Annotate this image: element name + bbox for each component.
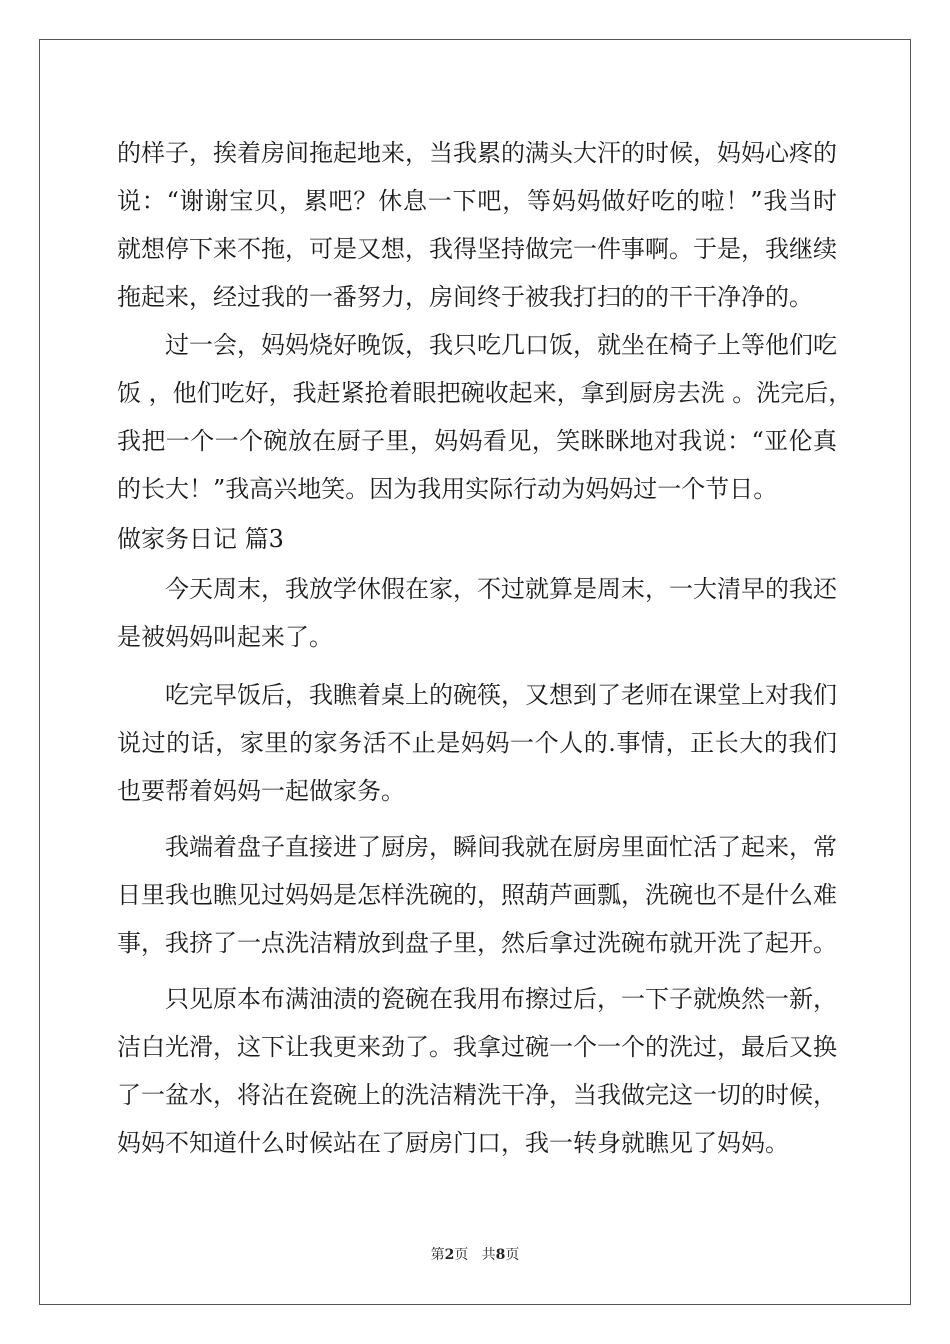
body-line: 的样子，挨着房间拖起地来，当我累的满头大汗的时候，妈妈心疼的	[117, 139, 837, 167]
body-line: 日里我也瞧见过妈妈是怎样洗碗的，照葫芦画瓢，洗碗也不是什么难	[117, 881, 837, 909]
body-line: 洁白光滑，这下让我更来劲了。我拿过碗一个一个的洗过，最后又换	[117, 1033, 837, 1061]
body-line: 说过的话，家里的家务活不止是妈妈一个人的.事情，正长大的我们	[117, 729, 837, 757]
paragraph-first-line: 过一会，妈妈烧好晚饭，我只吃几口饭，就坐在椅子上等他们吃	[165, 331, 837, 359]
body-line: 我把一个一个碗放在厨子里，妈妈看见，笑眯眯地对我说：“亚伦真	[117, 427, 837, 455]
total-pages: 8	[495, 1247, 506, 1263]
body-line: 事，我挤了一点洗洁精放到盘子里，然后拿过洗碗布就开洗了起开。	[117, 929, 837, 957]
body-line: 是被妈妈叫起来了。	[117, 623, 333, 651]
paragraph-first-line: 今天周末，我放学休假在家，不过就算是周末，一大清早的我还	[165, 575, 837, 603]
body-line: 妈妈不知道什么时候站在了厨房门口，我一转身就瞧见了妈妈。	[117, 1129, 789, 1157]
page-prefix: 第	[430, 1247, 445, 1263]
paragraph-first-line: 吃完早饭后，我瞧着桌上的碗筷，又想到了老师在课堂上对我们	[165, 681, 837, 709]
page-suffix: 页	[454, 1247, 469, 1263]
body-line: 拖起来，经过我的一番努力，房间终于被我打扫的的干干净净的。	[117, 283, 813, 311]
total-suffix: 页	[505, 1247, 520, 1263]
body-line: 也要帮着妈妈一起做家务。	[117, 777, 405, 805]
body-line: 说：“谢谢宝贝，累吧？休息一下吧，等妈妈做好吃的啦！”我当时	[117, 187, 837, 215]
paragraph-first-line: 我端着盘子直接进了厨房，瞬间我就在厨房里面忙活了起来，常	[165, 833, 837, 861]
page-number: 2	[444, 1247, 455, 1263]
body-line: 饭 ，他们吃好，我赶紧抢着眼把碗收起来，拿到厨房去洗 。洗完后，	[117, 379, 853, 407]
body-line: 的长大！”我高兴地笑。因为我用实际行动为妈妈过一个节日。	[117, 475, 778, 503]
body-line: 就想停下来不拖，可是又想，我得坚持做完一件事啊。于是，我继续	[117, 235, 837, 263]
page-footer	[0, 1244, 950, 1264]
total-prefix: 共	[481, 1247, 496, 1263]
paragraph-first-line: 只见原本布满油渍的瓷碗在我用布擦过后，一下子就焕然一新，	[165, 985, 837, 1013]
section-heading: 做家务日记 篇3	[117, 525, 284, 553]
body-line: 了一盆水，将沾在瓷碗上的洗洁精洗干净，当我做完这一切的时候，	[117, 1081, 837, 1109]
